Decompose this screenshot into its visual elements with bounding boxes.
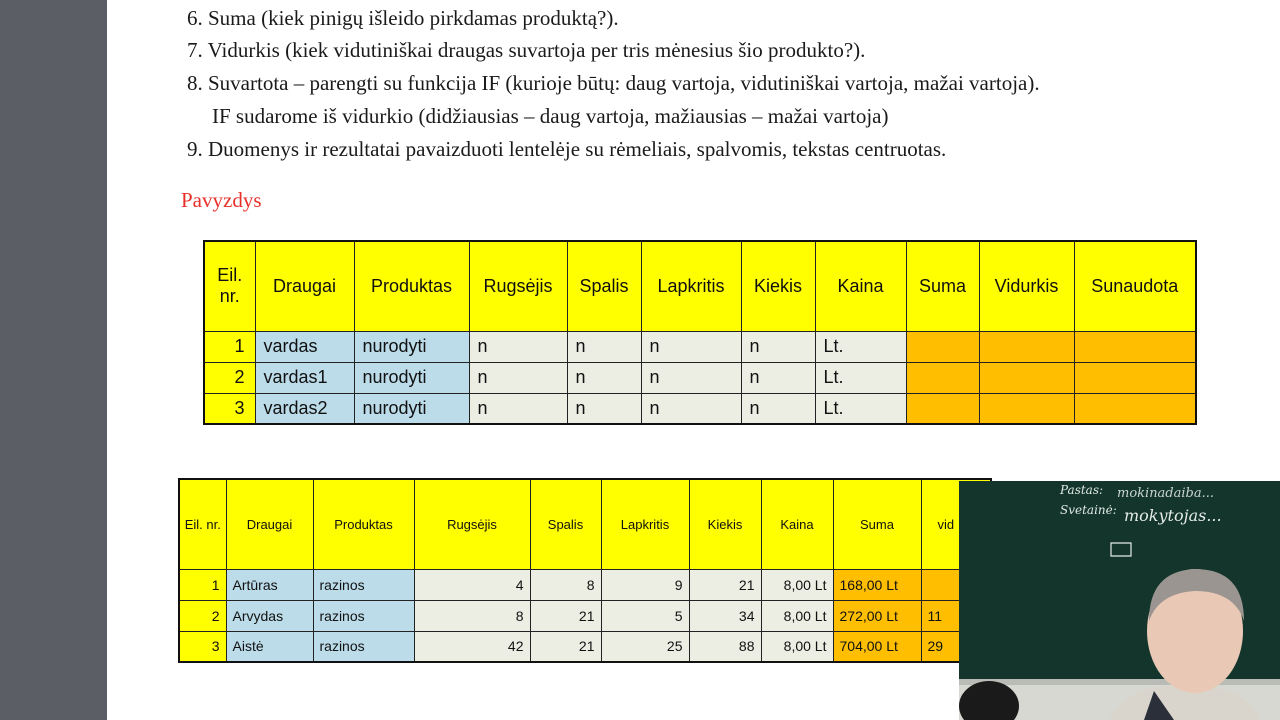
col-header: Produktas bbox=[313, 479, 414, 569]
webcam-video bbox=[959, 481, 1280, 720]
col-header: Produktas bbox=[354, 241, 469, 331]
table-cell: 1 bbox=[204, 331, 255, 362]
example-table bbox=[178, 478, 992, 663]
table-row bbox=[179, 600, 991, 631]
instruction-9: 9. Duomenys ir rezultatai pavaizduoti lentelėje su rėmeliais, spalvomis, tekstas centruotas. bbox=[187, 137, 947, 161]
board-line1-label: Pastas: bbox=[1060, 483, 1104, 497]
table-row bbox=[204, 331, 1196, 362]
table-row bbox=[204, 393, 1196, 424]
table-cell: 42 bbox=[414, 631, 530, 662]
table-row bbox=[179, 631, 991, 662]
result-cell bbox=[1074, 362, 1196, 393]
table-cell: 21 bbox=[530, 631, 601, 662]
table-cell: 29 bbox=[921, 631, 991, 662]
table-cell: 2 bbox=[204, 362, 255, 393]
example-heading: Pavyzdys bbox=[181, 188, 262, 212]
table-cell: n bbox=[567, 393, 641, 424]
table-cell: 2 bbox=[179, 600, 226, 631]
instruction-8-cont: IF sudarome iš vidurkio (didžiausias – daug vartoja, mažiausias – mažai vartoja) bbox=[212, 104, 889, 128]
result-cell bbox=[1074, 331, 1196, 362]
table-cell: 272,00 Lt bbox=[833, 600, 921, 631]
table-cell: vardas2 bbox=[255, 393, 354, 424]
result-cell bbox=[1074, 393, 1196, 424]
result-cell bbox=[906, 331, 979, 362]
viewer-sidebar bbox=[0, 0, 107, 720]
table-cell: n bbox=[641, 362, 741, 393]
col-header: Suma bbox=[906, 241, 979, 331]
col-header: Spalis bbox=[567, 241, 641, 331]
table-cell: Lt. bbox=[815, 362, 906, 393]
table-cell: Arvydas bbox=[226, 600, 313, 631]
col-header: Eil. nr. bbox=[179, 479, 226, 569]
col-header: Sunaudota bbox=[1074, 241, 1196, 331]
col-header: vid bbox=[921, 479, 991, 569]
col-header: Kaina bbox=[761, 479, 833, 569]
table-cell: 3 bbox=[179, 631, 226, 662]
table-cell: 4 bbox=[414, 569, 530, 600]
table-cell: 1 bbox=[179, 569, 226, 600]
col-header: Kiekis bbox=[741, 241, 815, 331]
col-header: Draugai bbox=[255, 241, 354, 331]
instruction-8: 8. Suvartota – parengti su funkcija IF (kurioje būtų: daug vartoja, vidutiniškai vartoja, mažai vartoja). bbox=[187, 71, 1040, 95]
col-header: Kaina bbox=[815, 241, 906, 331]
table-cell: Aistė bbox=[226, 631, 313, 662]
col-header: Lapkritis bbox=[601, 479, 689, 569]
table-cell: n bbox=[567, 331, 641, 362]
col-header: Suma bbox=[833, 479, 921, 569]
board-line2-value: mokytojas... bbox=[1124, 506, 1222, 525]
table-cell: 9 bbox=[601, 569, 689, 600]
col-header: Lapkritis bbox=[641, 241, 741, 331]
table-cell: n bbox=[567, 362, 641, 393]
table-cell: 8 bbox=[530, 569, 601, 600]
table-cell: Lt. bbox=[815, 393, 906, 424]
result-cell bbox=[906, 362, 979, 393]
table-cell: n bbox=[469, 393, 567, 424]
table-cell: razinos bbox=[313, 631, 414, 662]
table-cell: 11 bbox=[921, 600, 991, 631]
table-cell: vardas1 bbox=[255, 362, 354, 393]
col-header: Rugsėjis bbox=[414, 479, 530, 569]
table-cell: nurodyti bbox=[354, 362, 469, 393]
result-cell bbox=[979, 393, 1074, 424]
instruction-6: 6. Suma (kiek pinigų išleido pirkdamas produktą?). bbox=[187, 6, 619, 30]
col-header: Rugsėjis bbox=[469, 241, 567, 331]
col-header: Eil. nr. bbox=[204, 241, 255, 331]
table-cell: 704,00 Lt bbox=[833, 631, 921, 662]
result-cell bbox=[906, 393, 979, 424]
table-cell: n bbox=[641, 393, 741, 424]
table-cell: vardas bbox=[255, 331, 354, 362]
table-cell: n bbox=[741, 331, 815, 362]
table-cell: 21 bbox=[530, 600, 601, 631]
col-header: Spalis bbox=[530, 479, 601, 569]
table-cell: n bbox=[641, 331, 741, 362]
table-cell: 3 bbox=[204, 393, 255, 424]
webcam-overlay bbox=[959, 481, 1280, 720]
table-cell: 8,00 Lt bbox=[761, 569, 833, 600]
instruction-7: 7. Vidurkis (kiek vidutiniškai draugas suvartoja per tris mėnesius šio produkto?). bbox=[187, 38, 866, 62]
table-cell: n bbox=[741, 393, 815, 424]
table-cell: 34 bbox=[689, 600, 761, 631]
table-cell: nurodyti bbox=[354, 393, 469, 424]
template-table bbox=[203, 240, 1197, 425]
table-cell: 88 bbox=[689, 631, 761, 662]
table-cell: n bbox=[469, 362, 567, 393]
board-line2-label: Svetainė: bbox=[1060, 503, 1117, 517]
table-cell: razinos bbox=[313, 600, 414, 631]
table-cell: n bbox=[741, 362, 815, 393]
table-row bbox=[204, 362, 1196, 393]
table-cell: 5 bbox=[601, 600, 689, 631]
col-header: Vidurkis bbox=[979, 241, 1074, 331]
table-cell: 8,00 Lt bbox=[761, 600, 833, 631]
table-cell: Artūras bbox=[226, 569, 313, 600]
table-cell: nurodyti bbox=[354, 331, 469, 362]
col-header: Kiekis bbox=[689, 479, 761, 569]
col-header: Draugai bbox=[226, 479, 313, 569]
table-cell: n bbox=[469, 331, 567, 362]
table-cell: 25 bbox=[601, 631, 689, 662]
table-cell: 21 bbox=[689, 569, 761, 600]
table-row bbox=[179, 569, 991, 600]
table-cell: 8 bbox=[414, 600, 530, 631]
table-cell: 8,00 Lt bbox=[761, 631, 833, 662]
table-cell: 168,00 Lt bbox=[833, 569, 921, 600]
table-cell: Lt. bbox=[815, 331, 906, 362]
table-cell: razinos bbox=[313, 569, 414, 600]
result-cell bbox=[979, 362, 1074, 393]
board-line1-value: mokinadaiba... bbox=[1117, 486, 1215, 501]
result-cell bbox=[979, 331, 1074, 362]
